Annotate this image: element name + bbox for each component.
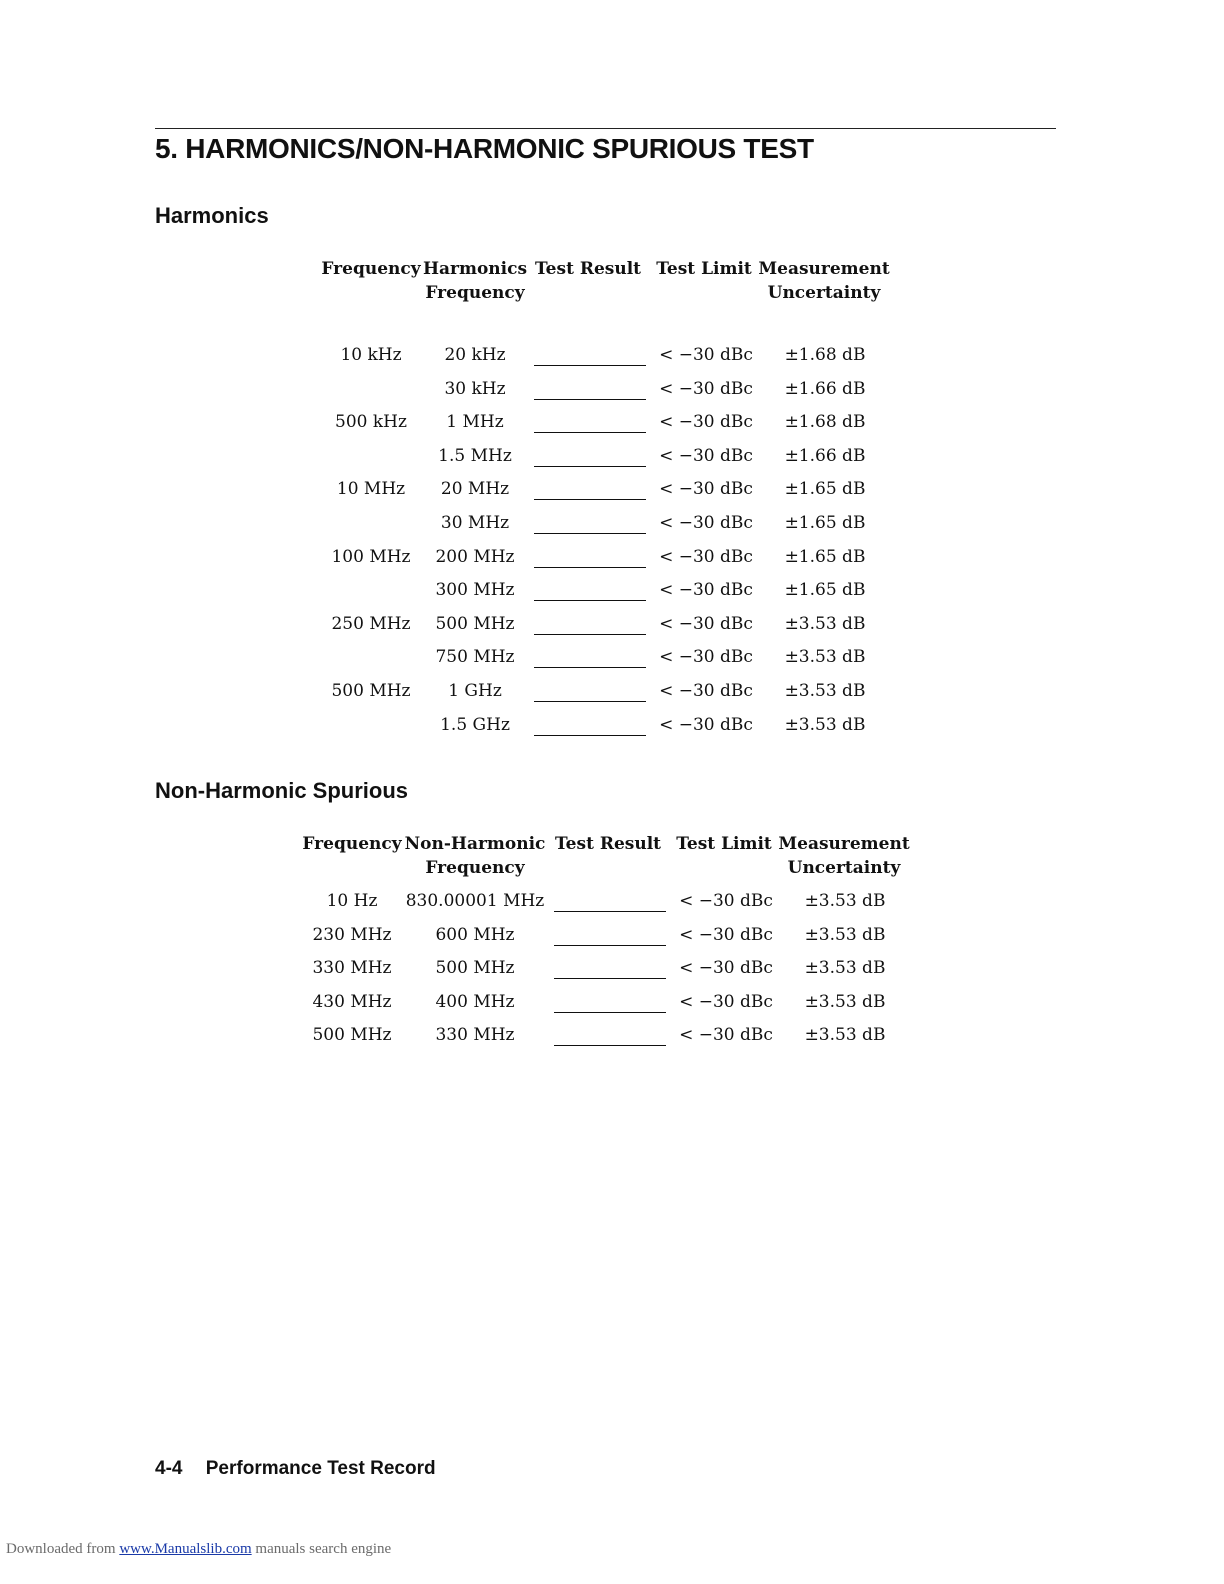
nh-col-frequency: Frequency xyxy=(302,834,402,854)
col-test-limit: Test Limit xyxy=(656,259,752,279)
row-test-limit: < −30 dBc xyxy=(659,681,753,701)
test-result-blank[interactable] xyxy=(554,923,666,946)
row-uncertainty: ±3.53 dB xyxy=(784,613,866,634)
row-frequency: 500 kHz xyxy=(335,412,407,433)
test-result-blank[interactable] xyxy=(554,956,666,979)
row-uncertainty: ±3.53 dB xyxy=(804,891,886,911)
row-frequency: 10 kHz xyxy=(340,345,402,365)
test-result-blank[interactable] xyxy=(534,612,646,635)
nh-col-uncertainty-line1: Measurement xyxy=(778,834,910,854)
row-harmonic-frequency: 200 MHz xyxy=(435,546,515,567)
col-measurement-uncertainty xyxy=(758,257,889,305)
row-uncertainty: ±3.53 dB xyxy=(804,1025,886,1045)
nh-col-nh-frequency-line1: Non-Harmonic xyxy=(404,834,546,854)
col-uncertainty-line2: Uncertainty xyxy=(767,283,881,303)
col-harmonics-frequency xyxy=(423,257,527,305)
col-harmonics-frequency-line1: Harmonics xyxy=(422,259,528,279)
row-frequency: 330 MHz xyxy=(312,958,392,978)
row-harmonic-frequency: 1.5 GHz xyxy=(440,714,510,735)
row-test-limit: < −30 dBc xyxy=(659,580,753,601)
row-uncertainty: ±1.65 dB xyxy=(784,546,866,567)
title-rule xyxy=(155,128,1056,129)
row-harmonic-frequency: 30 kHz xyxy=(444,378,506,399)
nh-col-measurement-uncertainty xyxy=(778,832,909,880)
row-harmonic-frequency: 1 GHz xyxy=(448,681,502,701)
row-harmonic-frequency: 300 MHz xyxy=(435,580,515,601)
row-test-limit: < −30 dBc xyxy=(659,412,753,433)
row-test-limit: < −30 dBc xyxy=(659,613,753,634)
col-harmonics-frequency-line2: Frequency xyxy=(425,283,525,303)
row-harmonic-frequency: 1.5 MHz xyxy=(438,445,512,466)
row-harmonic-frequency: 20 MHz xyxy=(440,479,510,500)
row-uncertainty: ±1.65 dB xyxy=(784,580,866,601)
download-suffix: manuals search engine xyxy=(255,1541,392,1557)
row-test-limit: < −30 dBc xyxy=(679,924,773,945)
row-test-limit: < −30 dBc xyxy=(659,546,753,567)
test-result-blank[interactable] xyxy=(534,444,646,467)
col-uncertainty-line1: Measurement xyxy=(758,259,890,279)
test-result-blank[interactable] xyxy=(534,377,646,400)
row-frequency: 430 MHz xyxy=(312,991,392,1012)
manualslib-link[interactable]: www.Manualslib.com xyxy=(119,1541,252,1557)
test-result-blank[interactable] xyxy=(554,1023,666,1046)
row-harmonic-frequency: 500 MHz xyxy=(435,613,515,634)
test-result-blank[interactable] xyxy=(534,477,646,500)
test-result-blank[interactable] xyxy=(534,545,646,568)
row-non-harmonic-frequency: 330 MHz xyxy=(435,1025,515,1045)
row-uncertainty: ±3.53 dB xyxy=(804,924,886,945)
non-harmonic-heading: Non-Harmonic Spurious xyxy=(155,778,409,803)
row-uncertainty: ±1.68 dB xyxy=(784,412,866,433)
test-result-blank[interactable] xyxy=(534,578,646,601)
test-result-blank[interactable] xyxy=(534,679,646,702)
row-non-harmonic-frequency: 400 MHz xyxy=(435,991,515,1012)
row-test-limit: < −30 dBc xyxy=(659,445,753,466)
row-non-harmonic-frequency: 600 MHz xyxy=(435,924,515,945)
row-test-limit: < −30 dBc xyxy=(659,647,753,668)
row-uncertainty: ±3.53 dB xyxy=(804,958,886,978)
row-test-limit: < −30 dBc xyxy=(659,378,753,399)
row-harmonic-frequency: 30 MHz xyxy=(440,513,510,533)
row-frequency: 230 MHz xyxy=(312,924,392,945)
row-frequency: 100 MHz xyxy=(331,546,411,567)
row-uncertainty: ±1.66 dB xyxy=(784,378,866,399)
nh-col-uncertainty-line2: Uncertainty xyxy=(787,858,901,878)
row-frequency: 500 MHz xyxy=(312,1025,392,1045)
page-footer xyxy=(155,1458,436,1480)
row-test-limit: < −30 dBc xyxy=(679,958,773,978)
row-frequency: 500 MHz xyxy=(331,681,411,701)
row-uncertainty: ±1.68 dB xyxy=(784,345,866,365)
row-frequency: 250 MHz xyxy=(331,613,411,634)
row-uncertainty: ±3.53 dB xyxy=(784,714,866,735)
harmonics-heading: Harmonics xyxy=(155,203,269,228)
row-frequency: 10 MHz xyxy=(336,479,406,500)
row-frequency: 10 Hz xyxy=(326,891,378,911)
row-harmonic-frequency: 750 MHz xyxy=(435,647,515,668)
test-result-blank[interactable] xyxy=(534,511,646,534)
download-prefix: Downloaded from xyxy=(6,1541,116,1557)
page-number: 4-4 xyxy=(155,1458,183,1479)
row-test-limit: < −30 dBc xyxy=(679,1025,773,1045)
nh-col-test-limit: Test Limit xyxy=(676,834,772,854)
nh-col-nh-frequency xyxy=(405,832,546,880)
row-test-limit: < −30 dBc xyxy=(679,891,773,911)
download-note xyxy=(6,1541,391,1558)
row-non-harmonic-frequency: 500 MHz xyxy=(435,958,515,978)
nh-col-test-result: Test Result xyxy=(554,834,662,854)
row-test-limit: < −30 dBc xyxy=(659,479,753,500)
row-uncertainty: ±3.53 dB xyxy=(784,647,866,668)
row-uncertainty: ±3.53 dB xyxy=(784,681,866,701)
col-test-result: Test Result xyxy=(534,259,642,279)
chapter-title: Performance Test Record xyxy=(205,1458,436,1479)
row-non-harmonic-frequency: 830.00001 MHz xyxy=(405,891,545,911)
row-test-limit: < −30 dBc xyxy=(679,991,773,1012)
row-uncertainty: ±1.66 dB xyxy=(784,445,866,466)
row-test-limit: < −30 dBc xyxy=(659,345,753,365)
test-result-blank[interactable] xyxy=(554,990,666,1013)
row-uncertainty: ±1.65 dB xyxy=(784,513,866,533)
row-harmonic-frequency: 1 MHz xyxy=(446,412,504,433)
row-uncertainty: ±3.53 dB xyxy=(804,991,886,1012)
test-result-blank[interactable] xyxy=(534,713,646,736)
test-result-blank[interactable] xyxy=(534,343,646,366)
nh-col-nh-frequency-line2: Frequency xyxy=(425,858,525,878)
test-result-blank[interactable] xyxy=(534,410,646,433)
test-result-blank[interactable] xyxy=(534,645,646,668)
row-test-limit: < −30 dBc xyxy=(659,513,753,533)
col-frequency: Frequency xyxy=(321,259,421,279)
row-uncertainty: ±1.65 dB xyxy=(784,479,866,500)
row-harmonic-frequency: 20 kHz xyxy=(444,345,506,365)
test-result-blank[interactable] xyxy=(554,889,666,912)
section-title: 5. HARMONICS/NON-HARMONIC SPURIOUS TEST xyxy=(155,133,814,164)
row-test-limit: < −30 dBc xyxy=(659,714,753,735)
